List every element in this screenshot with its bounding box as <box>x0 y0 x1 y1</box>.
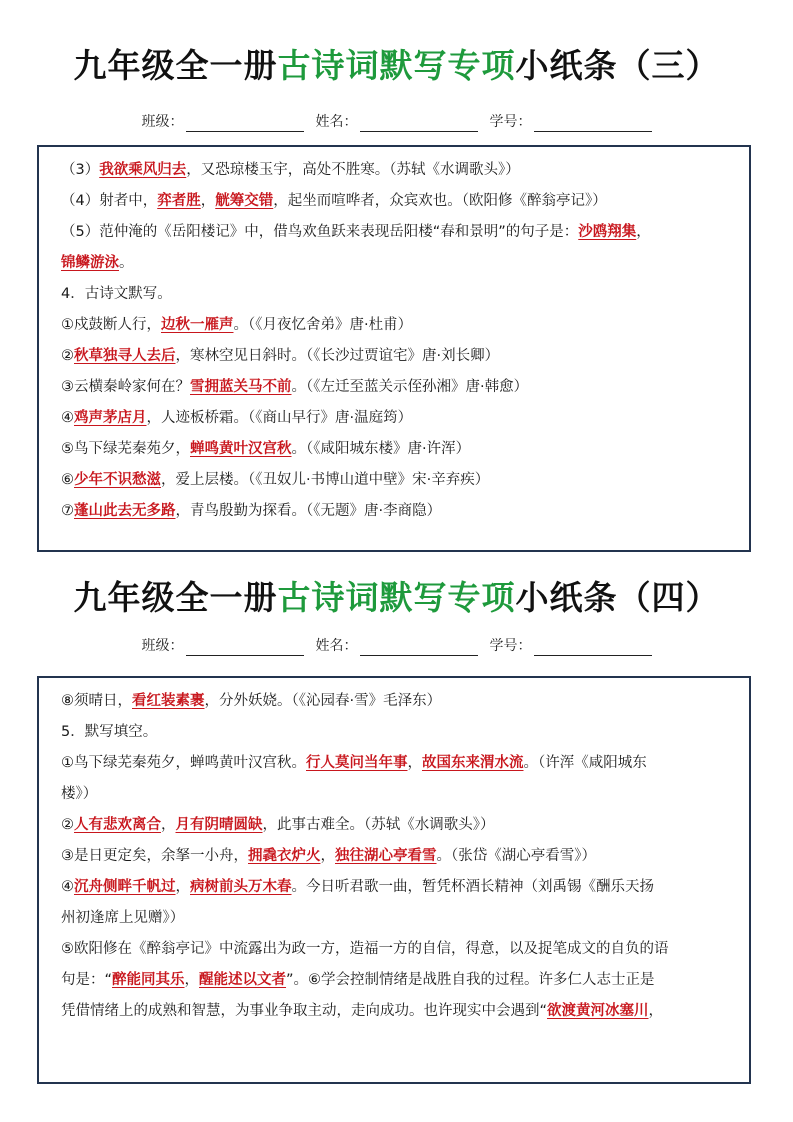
name-field[interactable] <box>316 636 478 656</box>
answer-text: 看红装素裹 <box>132 693 205 709</box>
name-field[interactable] <box>316 112 478 132</box>
prompt-text: ③云横秦岭家何在？ <box>61 379 190 395</box>
text-line <box>61 841 727 872</box>
text-line <box>61 403 727 434</box>
answer-text: 欲渡黄河冰塞川 <box>547 1003 649 1019</box>
student-info-row-3 <box>0 112 793 132</box>
prompt-text: 楼》） <box>61 786 98 802</box>
text-line <box>61 872 727 903</box>
name-label: 姓名： <box>315 638 358 654</box>
answer-text: 醉能同其乐 <box>112 972 185 988</box>
id-blank[interactable] <box>534 641 652 656</box>
title-suffix: 小纸条（三） <box>515 46 720 85</box>
text-line <box>61 279 727 310</box>
answer-text: 锦鳞游泳 <box>61 255 119 271</box>
prompt-text: ② <box>61 348 74 364</box>
text-line <box>61 372 727 403</box>
prompt-text: 。今日听君歌一曲，暂凭杯酒长精神（刘禹锡《酬乐天扬 <box>291 879 654 895</box>
prompt-text: ， <box>175 879 190 895</box>
class-field[interactable] <box>142 636 304 656</box>
prompt-text: 。（张岱《湖心亭看雪》） <box>436 848 596 864</box>
prompt-text: ， <box>648 1003 664 1019</box>
class-label: 班级： <box>141 114 184 130</box>
title-prefix: 九年级全一册 <box>73 578 278 617</box>
text-line <box>61 434 727 465</box>
answer-text: 蓬山此去无多路 <box>74 503 176 519</box>
text-line <box>61 717 727 748</box>
prompt-text: ， <box>320 848 335 864</box>
id-field[interactable] <box>490 112 652 132</box>
prompt-text: ④ <box>61 879 74 895</box>
prompt-text: ”。⑥学会控制情绪是战胜自我的过程。许多仁人志士正是 <box>286 972 655 988</box>
prompt-text: ⑥ <box>61 472 74 488</box>
text-line <box>61 496 727 527</box>
class-blank[interactable] <box>186 117 304 132</box>
prompt-text: ， <box>407 755 422 771</box>
title-highlight: 古诗词默写专项 <box>277 578 516 617</box>
prompt-text: 。（《月夜忆舍弟》唐·杜甫） <box>233 317 413 333</box>
prompt-text: 句是：“ <box>61 972 113 988</box>
answer-text: 鸡声茅店月 <box>74 410 147 426</box>
answer-text: 秋草独寻人去后 <box>74 348 176 364</box>
answer-text: 故国东来渭水流 <box>422 755 524 771</box>
id-label: 学号： <box>489 638 532 654</box>
answer-text: 人有悲欢离合 <box>74 817 161 833</box>
content-box-3 <box>37 145 751 552</box>
prompt-text: ③是日更定矣，余拏一小舟， <box>61 848 248 864</box>
prompt-text: （3） <box>61 162 100 178</box>
prompt-text: ，青鸟殷勤为探看。（《无题》唐·李商隐） <box>175 503 442 519</box>
text-line <box>61 779 727 810</box>
prompt-text: ⑤欧阳修在《醉翁亭记》中流露出为政一方，造福一方的自信，得意，以及捉笔成文的自负的语 <box>61 941 669 957</box>
prompt-text: 州初逢席上见赠》） <box>61 910 185 926</box>
answer-text: 沉舟侧畔千帆过 <box>74 879 176 895</box>
page-title-4 <box>0 576 793 620</box>
id-label: 学号： <box>489 114 532 130</box>
answer-text: 沙鸥翔集 <box>578 224 637 240</box>
text-line <box>61 934 727 965</box>
prompt-text: 5．默写填空。 <box>61 724 158 740</box>
answer-text: 病树前头万木春 <box>190 879 292 895</box>
answer-text: 少年不识愁滋 <box>74 472 161 488</box>
prompt-text: ② <box>61 817 74 833</box>
text-line <box>61 217 727 248</box>
name-blank[interactable] <box>360 641 478 656</box>
answer-text: 雪拥蓝关马不前 <box>190 379 292 395</box>
prompt-text: ⑤鸟下绿芜秦苑夕， <box>61 441 190 457</box>
prompt-text: ，爱上层楼。（《丑奴儿·书博山道中壁》宋·辛弃疾） <box>161 472 490 488</box>
prompt-text: 。（《咸阳城东楼》唐·许浑） <box>291 441 471 457</box>
text-line <box>61 903 727 934</box>
text-line <box>61 341 727 372</box>
answer-text: 觥筹交错 <box>215 193 274 209</box>
prompt-text: ，此事古难全。（苏轼《水调歌头》） <box>262 817 495 833</box>
prompt-text: ，人迹板桥霜。（《商山早行》唐·温庭筠） <box>146 410 413 426</box>
prompt-text: ，寒林空见日斜时。（《长沙过贾谊宅》唐·刘长卿） <box>175 348 500 364</box>
answer-text: 醒能述以文者 <box>199 972 287 988</box>
page-title-3 <box>0 44 793 88</box>
title-highlight: 古诗词默写专项 <box>277 46 516 85</box>
prompt-text: ，又恐琼楼玉宇，高处不胜寒。（苏轼《水调歌头》） <box>186 162 520 178</box>
prompt-text: ⑧须晴日， <box>61 693 132 709</box>
prompt-text: ， <box>184 972 200 988</box>
name-label: 姓名： <box>315 114 358 130</box>
text-line <box>61 748 727 779</box>
prompt-text: ④ <box>61 410 74 426</box>
name-blank[interactable] <box>360 117 478 132</box>
text-line <box>61 465 727 496</box>
answer-text: 边秋一雁声 <box>161 317 234 333</box>
prompt-text: 4．古诗文默写。 <box>61 286 172 302</box>
class-blank[interactable] <box>186 641 304 656</box>
text-line <box>61 810 727 841</box>
student-info-row-4 <box>0 636 793 656</box>
title-suffix: 小纸条（四） <box>515 578 720 617</box>
answer-text: 拥毳衣炉火 <box>248 848 321 864</box>
prompt-text: （5）范仲淹的《岳阳楼记》中，借鸟欢鱼跃来表现岳阳楼“春和景明”的句子是： <box>61 224 579 240</box>
text-line <box>61 965 727 996</box>
title-prefix: 九年级全一册 <box>73 46 278 85</box>
prompt-text: 。 <box>119 255 134 271</box>
class-label: 班级： <box>141 638 184 654</box>
answer-text: 蝉鸣黄叶汉宫秋 <box>190 441 292 457</box>
answer-text: 月有阴晴圆缺 <box>175 817 263 833</box>
id-blank[interactable] <box>534 117 652 132</box>
text-line <box>61 186 727 217</box>
answer-text: 独往湖心亭看雪 <box>335 848 437 864</box>
content-box-4 <box>37 676 751 1084</box>
text-line <box>61 248 727 279</box>
prompt-text: ，分外妖娆。（《沁园春·雪》毛泽东） <box>204 693 442 709</box>
text-line <box>61 686 727 717</box>
prompt-text: 凭借情绪上的成熟和智慧，为事业争取主动，走向成功。也许现实中会遇到“ <box>61 1003 548 1019</box>
answer-text: 弈者胜 <box>157 193 201 209</box>
prompt-text: ， <box>161 817 176 833</box>
prompt-text: ①鸟下绿芜秦苑夕，蝉鸣黄叶汉宫秋。 <box>61 755 306 771</box>
prompt-text: ①戍鼓断人行， <box>61 317 161 333</box>
text-line <box>61 310 727 341</box>
prompt-text: ⑦ <box>61 503 74 519</box>
id-field[interactable] <box>490 636 652 656</box>
text-line <box>61 996 727 1027</box>
text-line <box>61 155 727 186</box>
prompt-text: ， <box>636 224 651 240</box>
prompt-text: ， <box>200 193 216 209</box>
prompt-text: 。（许浑《咸阳城东 <box>523 755 647 771</box>
class-field[interactable] <box>142 112 304 132</box>
prompt-text: （4）射者中， <box>61 193 158 209</box>
prompt-text: 。（《左迁至蓝关示侄孙湘》唐·韩愈） <box>291 379 529 395</box>
answer-text: 行人莫问当年事 <box>306 755 408 771</box>
answer-text: 我欲乘风归去 <box>99 162 187 178</box>
prompt-text: ，起坐而喧哗者，众宾欢也。（欧阳修《醉翁亭记》） <box>273 193 607 209</box>
